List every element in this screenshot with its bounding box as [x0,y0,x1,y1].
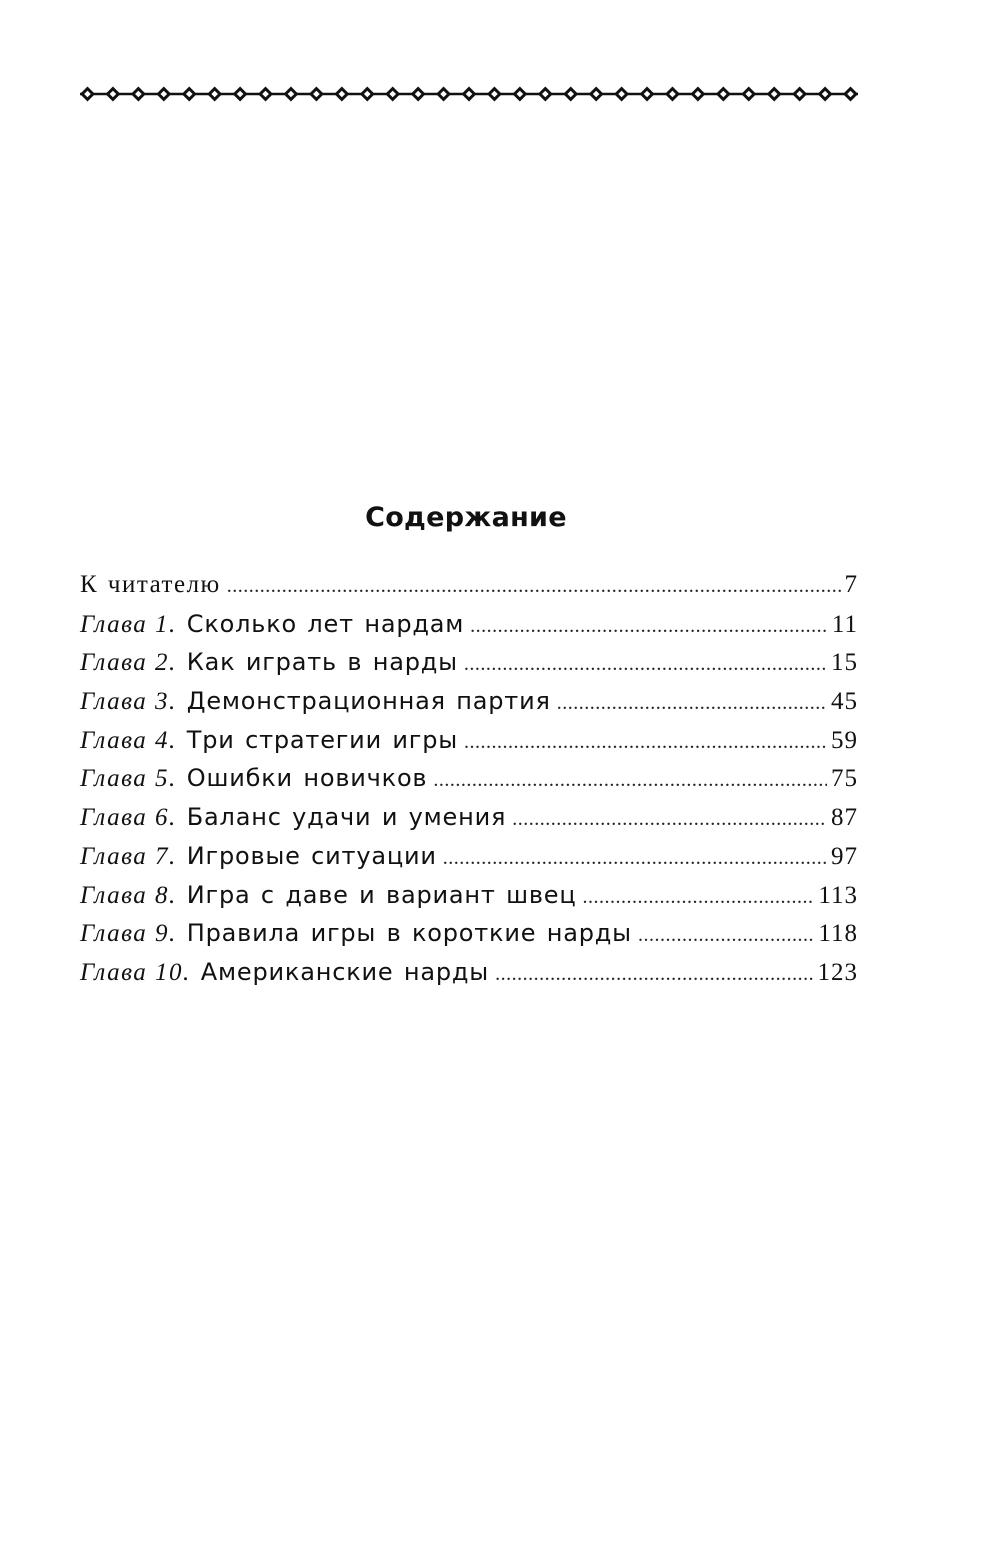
toc-chapter-title: Игра с даве и вариант швец [186,880,577,909]
diamond-chain-ornament-icon [80,84,858,104]
toc-dot-leader [464,723,827,762]
toc-dot-leader [638,916,814,955]
toc-chapter-number: Глава 5. [80,765,177,793]
toc-chapter-number: Глава 8. [80,881,177,909]
toc-page-number: 59 [831,726,858,754]
toc-entry [80,798,858,837]
toc-chapter-number: Глава 1. [80,610,177,638]
toc-dot-leader [557,684,827,723]
toc-entry [80,721,858,760]
toc-entry [80,605,858,644]
toc-dot-leader [443,839,827,878]
toc-page-number: 97 [831,842,858,870]
toc-page-number: 45 [831,688,858,716]
toc-entry [80,914,858,953]
toc-dot-leader [583,878,815,917]
toc-dot-leader [433,761,827,800]
toc-page-number: 11 [831,610,858,638]
toc-page-number: 123 [817,958,858,986]
toc-chapter-number: Глава 3. [80,688,177,716]
toc-page-number: 87 [831,804,858,832]
toc-entry [80,566,858,605]
toc-page-number: 15 [831,649,858,677]
table-of-contents [80,566,858,992]
toc-chapter-title: Американские нарды [200,957,490,986]
toc-chapter-title: К читателю [80,571,221,598]
toc-chapter-title: Баланс удачи и умения [186,803,507,832]
toc-dot-leader [470,607,828,646]
toc-chapter-title: Правила игры в короткие нарды [186,919,632,948]
toc-chapter-title: Демонстрационная партия [186,687,551,716]
toc-chapter-title: Как играть в нарды [186,648,458,677]
toc-entry [80,876,858,915]
toc-page-number: 118 [818,920,858,948]
toc-chapter-title: Сколько лет нардам [186,609,465,638]
toc-dot-leader [512,800,827,839]
toc-chapter-number: Глава 7. [80,842,177,870]
toc-chapter-number: Глава 4. [80,726,177,754]
toc-dot-leader [464,645,827,684]
toc-chapter-number: Глава 6. [80,804,177,832]
toc-dot-leader [495,955,813,994]
toc-entry [80,837,858,876]
toc-entry [80,643,858,682]
toc-entry [80,953,858,992]
page-title: Содержание [365,502,567,533]
toc-chapter-title: Ошибки новичков [186,764,428,793]
toc-dot-leader [227,567,841,606]
toc-chapter-title: Три стратегии игры [186,725,458,754]
toc-entry [80,759,858,798]
toc-page-number: 75 [831,765,858,793]
toc-chapter-number: Глава 9. [80,920,177,948]
toc-chapter-number: Глава 10. [80,958,191,986]
toc-entry [80,682,858,721]
toc-page-number: 7 [844,571,858,598]
toc-chapter-number: Глава 2. [80,649,177,677]
toc-chapter-title: Игровые ситуации [186,841,437,870]
toc-page-number: 113 [818,881,858,909]
